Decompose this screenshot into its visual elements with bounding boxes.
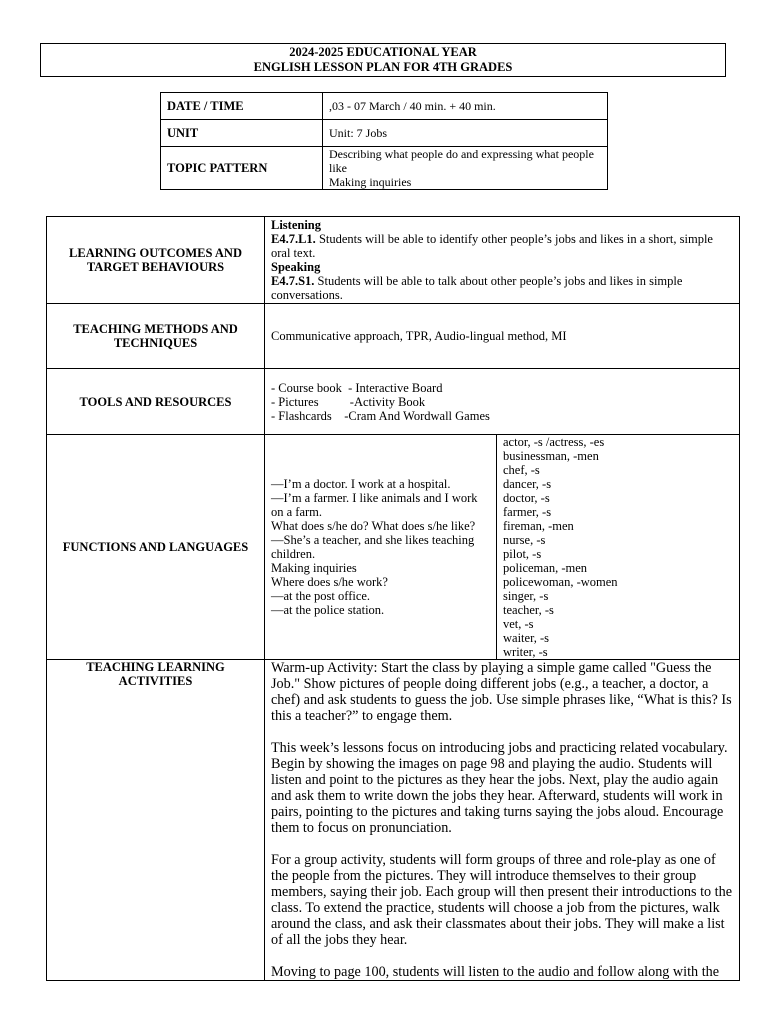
row-activities — [47, 660, 740, 981]
speaking-title: Speaking — [271, 260, 321, 274]
func-line: —at the post office. — [271, 589, 371, 603]
func-line: —at the police station. — [271, 603, 385, 617]
activity-paragraph: For a group activity, students will form groups of three and role-play as one of the people from the pictures. They will introduce themselves to their group members, saying their job. Each group will then present their introductions to the class. To extend the practice, students will choose a job from the pictures, walk around the class, and ask their classmates about their jobs. They will make a list of all the jobs they hear. — [271, 852, 732, 948]
vocab-item: doctor, -s — [503, 491, 550, 505]
activities-label: TEACHING LEARNING ACTIVITIES — [47, 660, 265, 981]
activity-paragraph: Warm-up Activity: Start the class by playing a simple game called "Guess the Job." Show pictures of people doing different jobs (e.g., a teacher, a doctor, a chef) and ask students to guess the job. Use simple phrases like, “What is this? Is this a teacher?” to engage them. — [271, 660, 732, 724]
activities-value — [265, 660, 740, 981]
vocab-item: dancer, -s — [503, 477, 552, 491]
outcomes-label: LEARNING OUTCOMES AND TARGET BEHAVIOURS — [47, 217, 265, 304]
func-line: —I’m a doctor. I work at a hospital. — [271, 477, 451, 491]
vocab-item: singer, -s — [503, 589, 549, 603]
activity-paragraph: Moving to page 100, students will listen to the audio and follow along with the — [271, 964, 720, 980]
info-row-date — [161, 93, 608, 120]
activity-paragraph: This week’s lessons focus on introducing jobs and practicing related vocabulary. Begin by showing the images on page 98 and playing the audio. Students will listen and point to the pictures as they hear the jobs. Next, play the audio again and ask them to write down the jobs they hear. Afterward, students will work in pairs, pointing to the pictures and taking turns saying the jobs aloud. Encourage them to focus on pronunciation. — [271, 740, 728, 836]
func-line: What does s/he do? What does s/he like? — [271, 519, 476, 533]
vocab-item: chef, -s — [503, 463, 540, 477]
tools-value — [265, 369, 740, 435]
row-functions — [47, 435, 740, 660]
vocab-item: vet, -s — [503, 617, 534, 631]
info-row-topic — [161, 147, 608, 190]
func-line: —I’m a farmer. I like animals and I work on a farm. — [271, 491, 478, 519]
vocab-item: teacher, -s — [503, 603, 554, 617]
vocab-item: waiter, -s — [503, 631, 550, 645]
tools-line-1: - Course book - Interactive Board — [271, 380, 443, 395]
topic-value — [323, 147, 608, 190]
functions-columns — [265, 435, 739, 659]
vocab-item: businessman, -men — [503, 449, 599, 463]
outcomes-value — [265, 217, 740, 304]
topic-label: TOPIC PATTERN — [161, 147, 323, 190]
date-value: ,03 - 07 March / 40 min. + 40 min. — [323, 93, 608, 120]
tools-label: TOOLS AND RESOURCES — [47, 369, 265, 435]
row-outcomes — [47, 217, 740, 304]
unit-value: Unit: 7 Jobs — [323, 120, 608, 147]
func-line: —She’s a teacher, and she likes teaching children. — [271, 533, 475, 561]
methods-label: TEACHING METHODS AND TECHNIQUES — [47, 304, 265, 369]
speaking-text: Students will be able to talk about other people’s jobs and likes in simple conversations. — [271, 274, 683, 302]
speaking-code: E4.7.S1. — [271, 274, 315, 288]
document-header — [40, 43, 726, 77]
listening-title: Listening — [271, 218, 322, 232]
functions-examples — [265, 435, 497, 659]
lesson-plan-table — [46, 216, 740, 981]
date-label: DATE / TIME — [161, 93, 323, 120]
listening-text: Students will be able to identify other people’s jobs and likes in a short, simple oral text. — [271, 232, 713, 260]
row-methods — [47, 304, 740, 369]
topic-line-1: Describing what people do and expressing what people like — [329, 147, 594, 175]
tools-line-2: - Pictures -Activity Book — [271, 394, 426, 409]
vocab-item: actor, -s /actress, -es — [503, 435, 605, 449]
functions-label: FUNCTIONS AND LANGUAGES — [47, 435, 265, 660]
info-table — [160, 92, 608, 190]
info-row-unit — [161, 120, 608, 147]
functions-value — [265, 435, 740, 660]
header-year: 2024-2025 EDUCATIONAL YEAR — [289, 45, 477, 59]
vocabulary-list — [497, 435, 739, 659]
vocab-item: policeman, -men — [503, 561, 587, 575]
unit-label: UNIT — [161, 120, 323, 147]
header-title: ENGLISH LESSON PLAN FOR 4TH GRADES — [253, 60, 513, 74]
vocab-item: farmer, -s — [503, 505, 552, 519]
tools-line-3: - Flashcards -Cram And Wordwall Games — [271, 408, 490, 423]
methods-value: Communicative approach, TPR, Audio-lingual method, MI — [265, 304, 740, 369]
vocab-item: writer, -s — [503, 645, 548, 659]
vocab-item: policewoman, -women — [503, 575, 618, 589]
vocab-item: nurse, -s — [503, 533, 546, 547]
listening-code: E4.7.L1. — [271, 232, 316, 246]
row-tools — [47, 369, 740, 435]
vocab-item: pilot, -s — [503, 547, 542, 561]
topic-line-2: Making inquiries — [329, 175, 412, 189]
vocab-item: fireman, -men — [503, 519, 574, 533]
func-line: Making inquiries — [271, 561, 357, 575]
func-line: Where does s/he work? — [271, 575, 388, 589]
